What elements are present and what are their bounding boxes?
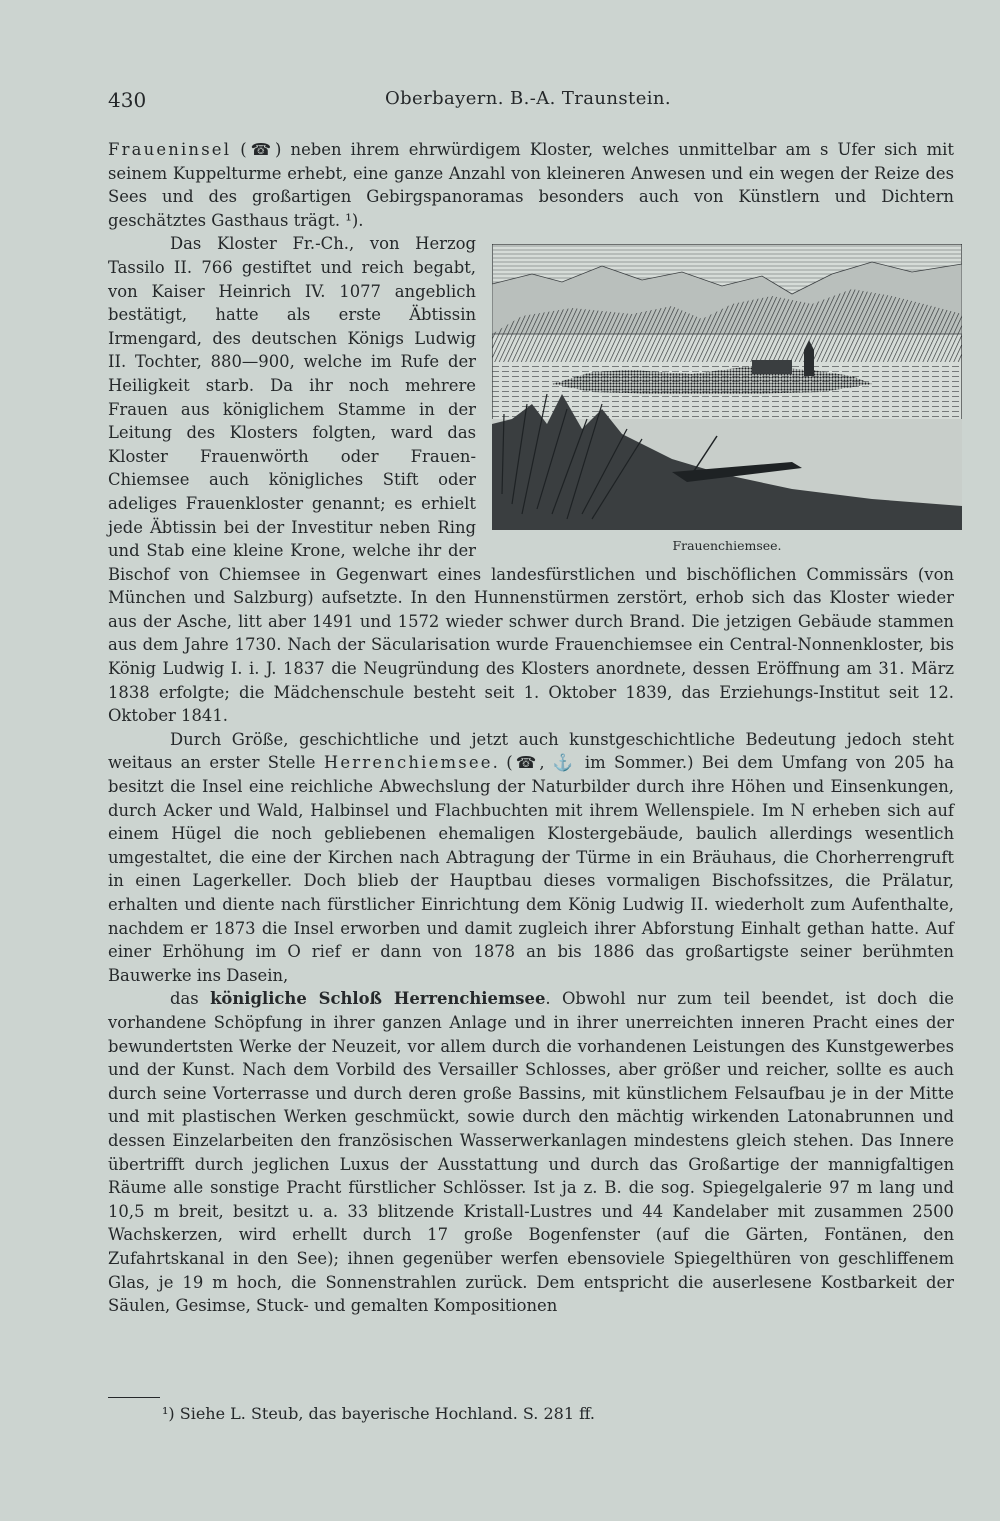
running-title: Oberbayern. B.-A. Traunstein. (384, 88, 672, 109)
paragraph-kloster: Das Kloster Fr.-Ch., von Herzog Tassilo II. 766 gestiftet und reich begabt, von Kaiser Heinrich IV. 1077 angeblich bestätigt, hatte als erste Äbtissin Irmengard, des deutschen Königs Ludwig II. Tochter, 880—900, welche im Rufe der Heiligkeit starb. Da ihr noch mehrere Frauen aus königlichem Stamme in der Leitung des Klosters folgten, ward das Kloster Frauenwörth oder Frauen-Chiemsee auch königliches Stift oder adeliges Frauenkloster genannt; es erhielt jede Äbtissin bei der Investitur neben Ring und Stab eine kleine Krone, welche ihr der Bischof von Chiemsee in Gegenwart eines landesfürstlichen und bischöflichen Commissärs (von München und Salzburg) aufsetzte. In den Hunnenstürmen zerstört, erhob sich das Kloster wieder aus der Asche, litt aber 1491 und 1572 wieder schwer durch Brand. Die jetzigen Gebäude stammen aus dem Jahre 1730. Nach der Säcularisation wurde Frauenchiemsee ein Central-Nonnenkloster, bis König Ludwig I. i. J. 1837 die Neugründung des Klosters anordnete, dessen Eröffnung am 31. März 1838 erfolgte; die Mädchenschule besteht seit 1. Oktober 1839, das Erziehungs-Institut seit 12. Oktober 1841. (108, 234, 954, 726)
page-header (108, 88, 948, 118)
footnote-divider (108, 1397, 160, 1398)
page-body (108, 138, 954, 1318)
figure-frauenchiemsee (492, 244, 962, 554)
paragraph-fraueninsel (108, 138, 954, 232)
page-number: 430 (108, 88, 147, 112)
bold-heading: königliche Schloß Herrenchiemsee (210, 989, 546, 1009)
paragraph-text: . Obwohl nur zum teil beendet, ist doch die vorhandene Schöpfung in ihrer ganzen Anlage und in ihrer unerreichten inneren Pracht eines der bewundertsten Werke der Neuzeit, vor allem durch die vorhandenen Leistungen des Kunstgewerbes und der Kunst. Nach dem Vorbild des Versailler Schlosses, aber größer und reicher, sollte es auch durch seine Vorterrasse und durch deren große Bassins, mit künstlichem Felsaufbau je in der Mitte und mit plastischen Werken geschmückt, sowie durch den mächtig wirkenden Latonabrunnen und dessen Einzelarbeiten den französischen Wasserwerkanlagen mindestens gleich stehen. Das Innere übertrifft durch jeglichen Luxus der Ausstattung und durch das Großartige der mannigfaltigen Räume alle sonstige Pracht fürstlicher Schlösser. Ist ja z. B. die sog. Spiegelgalerie 97 m lang und 10,5 m breit, besitzt u. a. 33 blitzende Kristall-Lustres und 44 Kandelaber mit zusammen 2500 Wachskerzen, wird erhellt durch 17 große Bogenfenster (auf die Gärten, Fontänen, den Zufahrtskanal in den See); ihnen gegenüber werfen ebensoviele Spiegelthüren von geschliffenem Glas, je 19 m hoch, die Sonnenstrahlen zurück. Dem entspricht die auserlesene Kostbarkeit der Säulen, Gesimse, Stuck- und gemalten Kompositionen (108, 989, 954, 1316)
paragraph-text: . (☎, ⚓ im Sommer.) Bei dem Umfang von 205 ha besitzt die Insel eine reichliche Abwechslung der Naturbilder durch ihre Höhen und Einsenkungen, durch Acker und Wald, Halbinsel und Flachbuchten mit ihrem Wellenspiele. Im N erheben sich auf einem Hügel die noch gebliebenen ehemaligen Klostergebäude, baulich allerdings wesentlich umgestaltet, die eine der Kirchen nach Abtragung der Türme in ein Bräuhaus, die Chorherrengruft in einen Lagerkeller. Doch blieb der Hauptbau dieses vormaligen Bischofssitzes, die Prälatur, erhalten und diente nach fürstlicher Einrichtung dem König Ludwig II. wiederholt zum Aufenthalte, nachdem er 1873 die Insel erworben und damit zugleich ihrer Abforstung Einhalt gethan hatte. Auf einer Erhöhung im O rief er dann von 1878 an bis 1886 das großartigste seiner berühmten Bauwerke ins Dasein, (108, 753, 955, 985)
paragraph-text: (☎) neben ihrem ehrwürdigem Kloster, welches unmittelbar am s Ufer sich mit seinem Kuppelturme erhebt, eine ganze Anzahl von kleineren Anwesen und ein wegen der Reize des Sees und des großartigen Gebirgspanoramas besonders auch von Künstlern und Dichtern geschätztes Gasthaus trägt. ¹). (108, 140, 954, 230)
spaced-place-name: Herrenchiemsee (323, 753, 493, 773)
paragraph-text: das (170, 989, 211, 1009)
paragraph-herrenchiemsee (108, 728, 954, 988)
spaced-place-name: Fraueninsel (108, 140, 232, 159)
figure-caption: Frauenchiemsee. (672, 538, 782, 554)
engraving-illustration (492, 244, 962, 530)
paragraph-schloss (108, 987, 954, 1317)
paragraph-text: Durch Größe, geschichtliche und jetzt auch kunstgeschichtliche Bedeutung jedoch steht weitaus an erster Stelle (108, 729, 954, 773)
footnote: ¹) Siehe L. Steub, das bayerische Hochland. S. 281 ff. (162, 1404, 595, 1423)
